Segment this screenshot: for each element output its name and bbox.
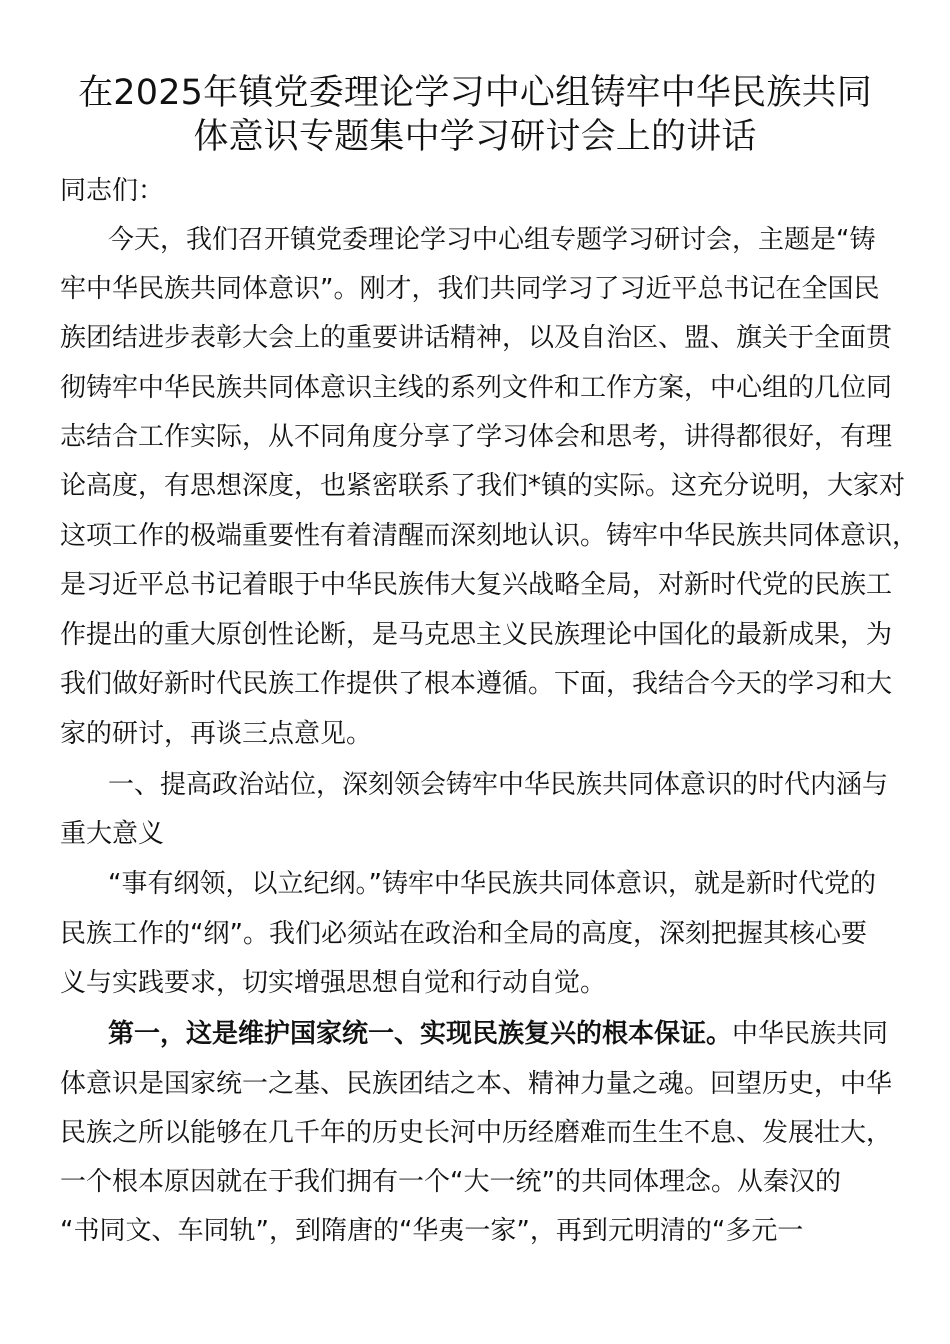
paragraph-first-line	[108, 1016, 938, 1052]
paragraph-line: “书同文、车同轨”，到隋唐的“华夷一家”，再到元明清的“多元一	[60, 1216, 804, 1246]
paragraph-line: 义与实践要求，切实增强思想自觉和行动自觉。	[60, 968, 607, 998]
paragraph-line: 彻铸牢中华民族共同体意识主线的系列文件和工作方案，中心组的几位同	[60, 373, 893, 403]
section-heading-line: 一、提高政治站位，深刻领会铸牢中华民族共同体意识的时代内涵与	[108, 770, 889, 800]
paragraph-line: 民族之所以能够在几千年的历史长河中历经磨难而生生不息、发展壮大，	[60, 1118, 893, 1148]
paragraph-line: 体意识是国家统一之基、民族团结之本、精神力量之魂。回望历史，中华	[60, 1069, 893, 1099]
paragraph-line: 族团结进步表彰大会上的重要讲话精神，以及自治区、盟、旗关于全面贯	[60, 323, 893, 353]
paragraph-line: 今天，我们召开镇党委理论学习中心组专题学习研讨会，主题是“铸	[108, 225, 876, 255]
bold-lead-sentence: 第一，这是维护国家统一、实现民族复兴的根本保证。	[108, 1019, 733, 1049]
paragraph-line: 论高度，有思想深度，也紧密联系了我们*镇的实际。这充分说明，大家对	[60, 471, 906, 501]
paragraph-line: 作提出的重大原创性论断，是马克思主义民族理论中国化的最新成果，为	[60, 620, 893, 650]
paragraph-line: 家的研讨，再谈三点意见。	[60, 719, 373, 749]
paragraph-line: 志结合工作实际，从不同角度分享了学习体会和思考，讲得都很好，有理	[60, 422, 893, 452]
section-heading-line: 重大意义	[60, 819, 165, 849]
paragraph-line: 牢中华民族共同体意识”。刚才，我们共同学习了习近平总书记在全国民	[60, 274, 880, 304]
document-title-line-1: 在2025年镇党委理论学习中心组铸牢中华民族共同	[78, 73, 872, 113]
salutation: 同志们：	[60, 176, 165, 206]
paragraph-line: 我们做好新时代民族工作提供了根本遵循。下面，我结合今天的学习和大	[60, 669, 893, 699]
paragraph-line: 民族工作的“纲”。我们必须站在政治和全局的高度，深刻把握其核心要	[60, 919, 867, 949]
paragraph-text: 中华民族共同	[732, 1019, 889, 1049]
paragraph-line: 是习近平总书记着眼于中华民族伟大复兴战略全局，对新时代党的民族工	[60, 570, 893, 600]
paragraph-line: 一个根本原因就在于我们拥有一个“大一统”的共同体理念。从秦汉的	[60, 1167, 841, 1197]
paragraph-line: “事有纲领，以立纪纲。”铸牢中华民族共同体意识，就是新时代党的	[108, 869, 876, 899]
document-title-line-2: 体意识专题集中学习研讨会上的讲话	[193, 117, 757, 157]
paragraph-line: 这项工作的极端重要性有着清醒而深刻地认识。铸牢中华民族共同体意识，	[60, 521, 919, 551]
